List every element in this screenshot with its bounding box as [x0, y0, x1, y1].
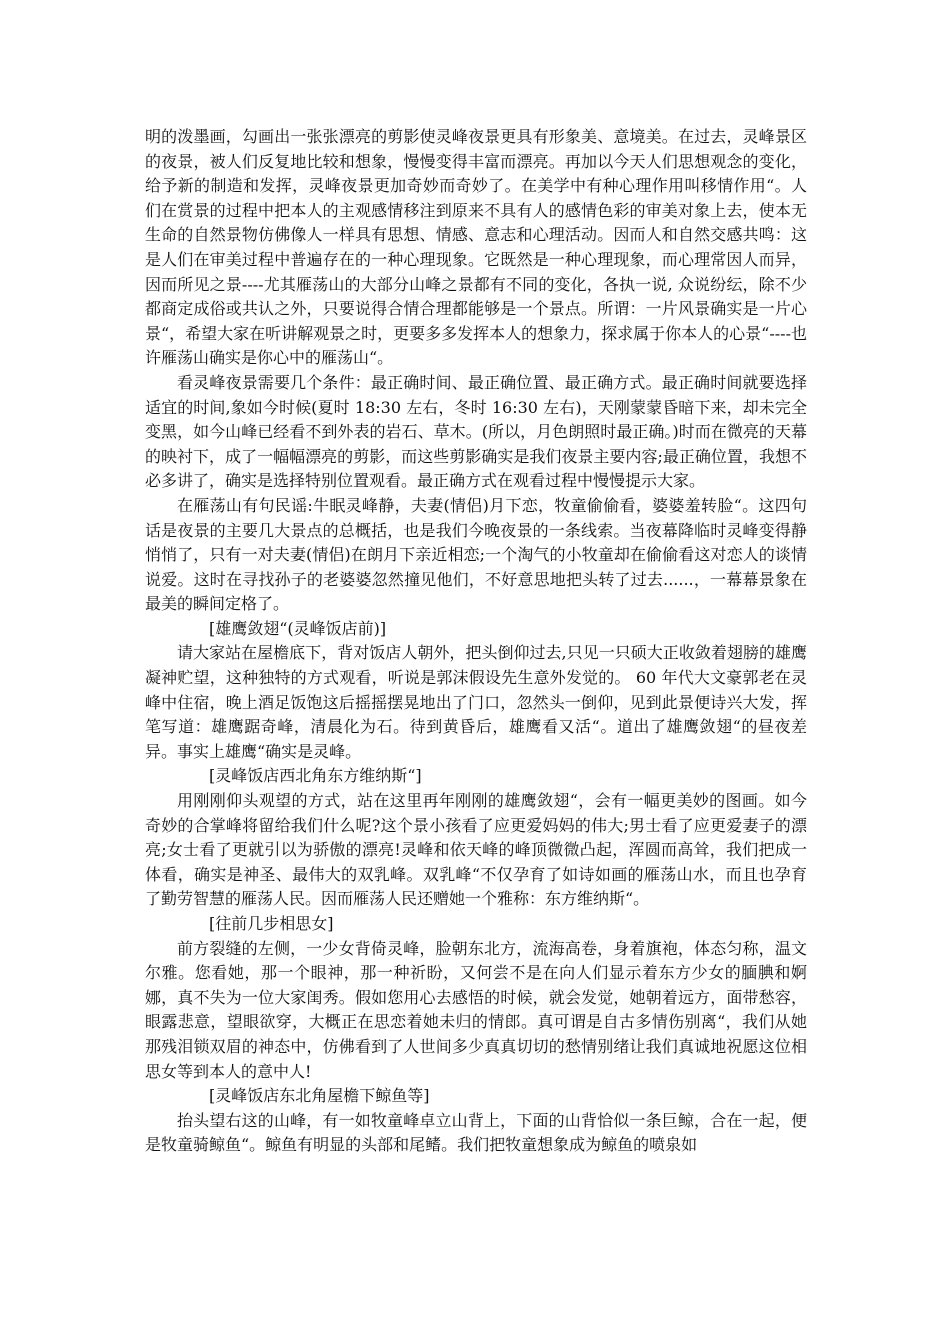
section-heading-whale: [灵峰饭店东北角屋檐下鲸鱼等]: [209, 1086, 430, 1106]
paragraph-eagle: 请大家站在屋檐底下，背对饭店人朝外，把头倒仰过去,只见一只硕大正收敛着翅膀的雄鹰凝神贮望，这种独特的方式观看，听说是郭沫假设先生意外发觉的。 60 年代大文豪郭老在灵峰中住宿，晚上酒足饭饱这后摇摇摆晃地出了门口，忽然头一倒仰，见到此景便诗兴大发，挥笔写道：雄鹰踞奇峰，清晨化为石。待到黄昏后，雄鹰看又活“。道出了雄鹰敛翅“的昼夜差异。事实上雄鹰“确实是灵峰。: [145, 643, 807, 761]
document-page: [145, 125, 807, 1158]
paragraph-maiden: 前方裂缝的左侧，一少女背倚灵峰，脸朝东北方，流海高卷，身着旗袍，体态匀称，温文尔雅。您看她，那一个眼神，那一种祈盼，又何尝不是在向人们显示着东方少女的腼腆和婀娜，真不失为一位大家闺秀。假如您用心去感悟的时候，就会发觉，她朝着远方，面带愁容，眼露悲意，望眼欲穿，大概正在思恋着她未归的情郎。真可谓是自古多情伤别离“，我们从她那残泪锁双眉的神态中，仿佛看到了人世间多少真真切切的愁情别绪让我们真诚地祝愿这位相思女等到本人的意中人!: [145, 938, 807, 1081]
paragraph-folk-rhyme: 在雁荡山有句民谣:牛眠灵峰静，夫妻(情侣)月下恋，牧童偷偷看，婆婆羞转脸“。这四句话是夜景的主要几大景点的总概括，也是我们今晚夜景的一条线索。当夜幕降临时灵峰变得静悄悄了，只有一对夫妻(情侣)在朗月下亲近相恋;一个淘气的小牧童却在偷偷看这对恋人的谈情说爱。这时在寻找孙子的老婆婆忽然撞见他们，不好意思地把头转了过去......，一幕幕景象在最美的瞬间定格了。: [145, 495, 807, 614]
paragraph-venus: 用刚刚仰头观望的方式，站在这里再年刚刚的雄鹰敛翅“，会有一幅更美妙的图画。如今奇妙的合掌峰将留给我们什么呢?这个景小孩看了应更爱妈妈的伟大;男士看了应更爱妻子的漂亮;女士看了更就引以为骄傲的漂亮!灵峰和依天峰的峰顶微微凸起，浑圆而高耸，我们把成一体看，确实是神圣、最伟大的双乳峰。双乳峰“不仅孕育了如诗如画的雁荡山水，而且也孕育了勤劳智慧的雁荡人民。因而雁荡人民还赠她一个雅称：东方维纳斯“。: [145, 791, 807, 909]
paragraph-whale: 抬头望右这的山峰，有一如牧童峰卓立山背上，下面的山背恰似一条巨鲸，合在一起，便是牧童骑鲸鱼“。鲸鱼有明显的头部和尾鳍。我们把牧童想象成为鲸鱼的喷泉如: [145, 1110, 807, 1155]
section-heading-eagle: [雄鹰敛翅“(灵峰饭店前)]: [209, 618, 387, 638]
section-heading-maiden: [往前几步相思女]: [209, 914, 334, 933]
paragraph-viewing-conditions: 看灵峰夜景需要几个条件：最正确时间、最正确位置、最正确方式。最正确时间就要选择适宜的时间,象如今时候(夏时 18:30 左右，冬时 16:30 左右)，天刚蒙蒙昏暗下来，却未完全变黑，如今山峰已经看不到外表的岩石、草木。(所以，月色朗照时最正确。)时而在微亮的天幕的映衬下，成了一幅幅漂亮的剪影，而这些剪影确实是我们夜景主要内容;最正确位置，我想不必多讲了，确实是选择特别位置观看。最正确方式在观看过程中慢慢提示大家。: [145, 372, 807, 491]
paragraph-intro: 明的泼墨画，勾画出一张张漂亮的剪影使灵峰夜景更具有形象美、意境美。在过去，灵峰景区的夜景，被人们反复地比较和想象，慢慢变得丰富而漂亮。再加以今天人们思想观念的变化，给予新的制造和发挥，灵峰夜景更加奇妙而奇妙了。在美学中有种心理作用叫移情作用“。人们在赏景的过程中把本人的主观感情移注到原来不具有人的感情色彩的审美对象上去，使本无生命的自然景物仿佛像人一样具有思想、情感、意志和心理活动。因而人和自然交感共鸣：这是人们在审美过程中普遍存在的一种心理现象。它既然是一种心理现象，而心理常因人而异，因而所见之景----尤其雁荡山的大部分山峰之景都有不同的变化，各执一说, 众说纷纭，除不少都商定成俗或共认之外，只要说得合情合理都能够是一个景点。所谓：一片风景确实是一片心景“，希望大家在听讲解观景之时，更要多多发挥本人的想象力，探求属于你本人的心景“----也许雁荡山确实是你心中的雁荡山“。: [145, 127, 807, 368]
section-heading-venus: [灵峰饭店西北角东方维纳斯“]: [209, 766, 422, 786]
